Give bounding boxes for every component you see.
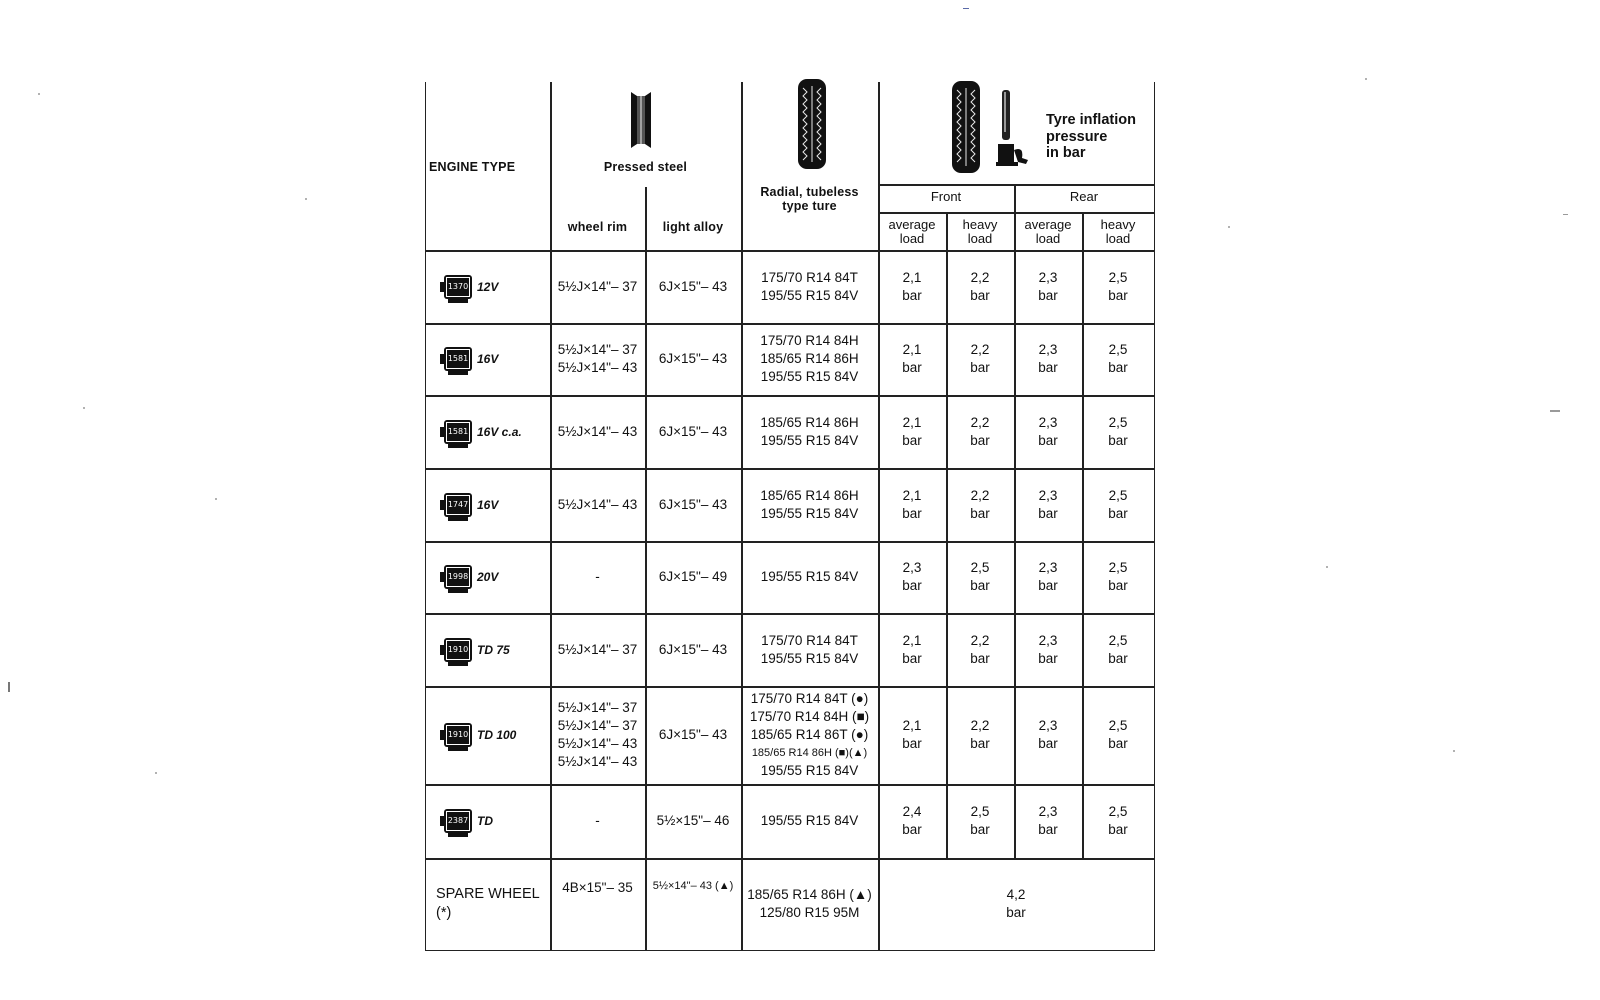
pressure-stack xyxy=(902,487,922,523)
tyre-size-list xyxy=(760,487,858,523)
wheel-rim-list xyxy=(558,496,637,514)
pressure-cell xyxy=(946,784,1014,858)
wheel-rim-cell xyxy=(550,395,645,468)
spare-wheel-rim: 4B×15"– 35 xyxy=(562,880,633,895)
tyre-size-list xyxy=(761,568,859,586)
pressure-stack xyxy=(1108,803,1128,839)
front-heavy-load-header xyxy=(946,218,1014,246)
pressure-unit: bar xyxy=(1108,650,1128,666)
wheel-rim-cell xyxy=(550,323,645,395)
pressure-value: 2,1 xyxy=(902,718,922,733)
wheel-rim-list xyxy=(558,341,637,377)
pressure-unit: bar xyxy=(1108,432,1128,448)
pressure-stack xyxy=(1108,414,1128,450)
pressure-value: 2,5 xyxy=(1108,804,1128,819)
pressure-value: 2,2 xyxy=(970,718,990,733)
heavy-label: heavy xyxy=(1100,217,1136,232)
wheel-rim-size: 5½J×14"– 37 xyxy=(557,342,638,357)
pressure-value: 2,5 xyxy=(1108,269,1128,285)
engine-icon xyxy=(444,638,472,662)
rear-heavy-load-header xyxy=(1082,218,1154,246)
spare-pressure-value: 4,2 xyxy=(1006,887,1026,902)
pressure-unit: bar xyxy=(1108,822,1128,837)
scan-speck xyxy=(1365,78,1367,80)
engine-code: 1581 xyxy=(446,422,470,442)
radial-header-line2: type ture xyxy=(782,199,837,213)
tyre-size: 185/65 R14 86H xyxy=(760,414,859,430)
pressure-unit: bar xyxy=(1038,822,1058,837)
pressure-unit: bar xyxy=(902,736,922,751)
pressure-cell xyxy=(946,613,1014,686)
tyre-size: 175/70 R14 84T (●) xyxy=(750,691,869,706)
front-average-load-header xyxy=(878,218,946,246)
inflation-header-line2: pressure xyxy=(1046,128,1108,145)
pressure-cell xyxy=(1014,613,1082,686)
pressure-cell xyxy=(1082,250,1154,323)
pressure-stack xyxy=(970,803,990,839)
spare-pressure xyxy=(878,858,1154,950)
tyre-size: 195/55 R15 84V xyxy=(760,369,859,384)
pressure-unit: bar xyxy=(1038,432,1058,448)
pressure-unit: bar xyxy=(970,822,990,837)
pressure-cell xyxy=(1082,395,1154,468)
pressure-unit: bar xyxy=(1038,505,1058,521)
pressure-stack xyxy=(902,414,922,450)
average-label: average xyxy=(888,217,936,232)
engine-label: 12V xyxy=(477,279,499,294)
tyre-size-list xyxy=(761,632,859,668)
wheel-rim-icon xyxy=(629,90,653,150)
scan-speck xyxy=(1563,214,1568,215)
radial-tyre-header xyxy=(741,185,878,213)
wheel-rim-cell xyxy=(550,613,645,686)
spare-wheel-title: SPARE WHEEL xyxy=(436,886,540,902)
pressure-unit: bar xyxy=(1038,650,1058,666)
inflation-header xyxy=(1046,112,1136,162)
pressure-unit: bar xyxy=(902,432,922,448)
engine-label: 16V xyxy=(477,352,499,366)
wheel-rim-cell xyxy=(550,686,645,784)
scan-speck xyxy=(963,8,969,9)
tyre-size: 175/70 R14 84T xyxy=(761,632,858,648)
pressure-stack xyxy=(902,341,922,377)
wheel-rim-list xyxy=(595,812,600,830)
pressure-unit: bar xyxy=(1108,360,1128,375)
pressure-unit: bar xyxy=(970,650,990,666)
pressure-value: 2,2 xyxy=(970,414,990,430)
spare-light-alloy: 5½×14"– 43 (▲) xyxy=(652,880,734,892)
pressure-unit: bar xyxy=(1038,360,1058,375)
pressure-stack xyxy=(1038,341,1058,377)
pressure-unit: bar xyxy=(902,650,922,666)
pressure-unit: bar xyxy=(970,578,990,593)
pressure-stack xyxy=(1108,341,1128,377)
pressure-unit: bar xyxy=(902,822,922,837)
pressed-steel-header: Pressed steel xyxy=(603,160,688,174)
spare-tyre-size: 125/80 R15 95M xyxy=(759,905,860,920)
tyre-size-list xyxy=(760,332,858,386)
wheel-rim-list xyxy=(558,423,637,441)
engine-code: 1910 xyxy=(446,640,470,660)
tyre-sizes-cell xyxy=(741,613,878,686)
pressure-stack xyxy=(1108,487,1128,523)
pressure-value: 2,3 xyxy=(1038,718,1058,733)
engine-type-cell xyxy=(426,613,550,686)
wheel-rim-size: 5½J×14"– 37 xyxy=(557,700,638,715)
pressure-unit: bar xyxy=(970,360,990,375)
pressure-stack xyxy=(902,632,922,668)
tyre-size: 195/55 R15 84V xyxy=(760,505,859,521)
pressure-value: 2,5 xyxy=(1108,632,1128,648)
pressure-stack xyxy=(970,341,990,377)
engine-type-cell xyxy=(426,395,550,468)
pressure-stack xyxy=(970,632,990,668)
pressure-cell xyxy=(878,686,946,784)
tyre-size: 175/70 R14 84H (■) xyxy=(749,709,870,724)
front-header: Front xyxy=(930,189,962,204)
pressure-cell xyxy=(1014,468,1082,541)
wheel-rim-cell xyxy=(550,541,645,613)
pressure-value: 2,3 xyxy=(1038,487,1058,503)
load-label: load xyxy=(967,231,993,246)
wheel-rim-list xyxy=(595,568,600,586)
engine-label: 16V xyxy=(477,497,499,512)
pressure-cell xyxy=(1014,250,1082,323)
tyre-size: 185/65 R14 86H xyxy=(760,487,859,503)
tyre-sizes-cell xyxy=(741,323,878,395)
pressure-cell xyxy=(878,395,946,468)
scan-speck xyxy=(38,93,40,95)
pressure-stack xyxy=(1038,717,1058,753)
pressure-cell xyxy=(1014,541,1082,613)
pressure-stack xyxy=(902,269,922,305)
pressure-stack xyxy=(1038,559,1058,595)
pressure-cell xyxy=(878,323,946,395)
spare-tyres xyxy=(741,858,878,950)
scan-speck xyxy=(305,198,307,200)
light-alloy-cell: 6J×15"– 43 xyxy=(658,423,728,439)
pressure-stack xyxy=(1038,414,1058,450)
pressure-unit: bar xyxy=(902,360,922,375)
load-label: load xyxy=(899,231,925,246)
pressure-value: 2,2 xyxy=(970,342,990,357)
pressure-unit: bar xyxy=(970,432,990,448)
load-label: load xyxy=(1105,231,1131,246)
pressure-value: 2,5 xyxy=(1108,414,1128,430)
pressure-unit: bar xyxy=(1108,287,1128,303)
pressure-cell xyxy=(878,541,946,613)
engine-code: 1581 xyxy=(446,349,470,369)
tyre-sizes-cell xyxy=(741,468,878,541)
engine-type-cell xyxy=(426,250,550,323)
pressure-value: 2,5 xyxy=(1108,342,1128,357)
wheel-rim-size: 5½J×14"– 43 xyxy=(557,754,638,769)
pressure-stack xyxy=(902,559,922,595)
pressure-unit: bar xyxy=(902,578,922,593)
scan-speck xyxy=(1326,566,1328,568)
pressure-cell xyxy=(1082,686,1154,784)
wheel-rim-size: 5½J×14"– 37 xyxy=(557,278,638,294)
tyre-size: 175/70 R14 84H xyxy=(760,333,859,348)
engine-icon xyxy=(444,809,472,833)
pressure-unit: bar xyxy=(970,287,990,303)
pressure-value: 2,3 xyxy=(1038,414,1058,430)
wheel-rim-size: 5½J×14"– 43 xyxy=(557,360,638,375)
pressure-cell xyxy=(1014,784,1082,858)
scan-speck xyxy=(83,407,85,409)
tyre-sizes-cell xyxy=(741,784,878,858)
tyre-sizes-cell xyxy=(741,395,878,468)
pressure-cell xyxy=(1082,784,1154,858)
light-alloy-cell: 6J×15"– 43 xyxy=(658,496,728,512)
tyre-icon xyxy=(951,80,981,174)
pressure-unit: bar xyxy=(1038,736,1058,751)
engine-label: TD 100 xyxy=(477,728,517,742)
wheel-rim-size: - xyxy=(595,569,600,584)
scan-speck xyxy=(8,682,10,692)
pressure-unit: bar xyxy=(1038,287,1058,303)
rear-average-load-header xyxy=(1014,218,1082,246)
engine-type-cell xyxy=(426,784,550,858)
tyre-size-list xyxy=(750,690,869,780)
pressure-value: 2,5 xyxy=(1108,560,1128,575)
tyre-sizes-cell xyxy=(741,541,878,613)
tyre-tread-icon xyxy=(797,78,827,170)
engine-icon xyxy=(444,275,472,299)
wheel-rim-size: 5½J×14"– 37 xyxy=(557,718,638,733)
pressure-cell xyxy=(946,541,1014,613)
pressure-cell xyxy=(946,323,1014,395)
wheel-rim-cell xyxy=(550,784,645,858)
inflation-header-line3: in bar xyxy=(1046,145,1086,161)
pressure-cell xyxy=(1014,686,1082,784)
engine-type-cell xyxy=(426,468,550,541)
engine-code: 1998 xyxy=(446,567,470,587)
pressure-cell xyxy=(946,395,1014,468)
pressure-stack xyxy=(1038,803,1058,839)
pressure-cell xyxy=(878,613,946,686)
engine-icon xyxy=(444,723,472,747)
engine-icon xyxy=(444,493,472,517)
wheel-rim-size: 5½J×14"– 43 xyxy=(557,736,638,751)
spare-tyre-size: 185/65 R14 86H (▲) xyxy=(747,887,872,902)
wheel-rim-cell xyxy=(550,468,645,541)
pressure-cell xyxy=(1082,541,1154,613)
pressure-cell xyxy=(1014,323,1082,395)
wheel-rim-cell xyxy=(550,250,645,323)
pressure-cell xyxy=(878,250,946,323)
pressure-unit: bar xyxy=(970,736,990,751)
pressure-stack xyxy=(1108,269,1128,305)
tyre-size: 195/55 R15 84V xyxy=(760,650,859,666)
light-alloy-cell: 5½×15"– 46 xyxy=(656,813,730,828)
spare-wheel-note: (*) xyxy=(436,905,452,921)
pressure-value: 2,2 xyxy=(970,632,990,648)
tyre-size-list xyxy=(761,812,859,830)
wheel-rim-size: 5½J×14"– 43 xyxy=(557,496,638,512)
wheel-rim-size: 5½J×14"– 37 xyxy=(557,641,638,657)
pressure-unit: bar xyxy=(1038,578,1058,593)
spare-pressure-unit: bar xyxy=(1006,905,1026,920)
pressure-cell xyxy=(1014,395,1082,468)
tyre-size: 185/65 R14 86H xyxy=(760,351,859,366)
pressure-stack xyxy=(902,803,922,839)
engine-type-cell xyxy=(426,323,550,395)
scan-speck xyxy=(155,772,157,774)
engine-icon xyxy=(444,565,472,589)
heavy-label: heavy xyxy=(962,217,998,232)
pressure-cell xyxy=(1082,468,1154,541)
row-divider xyxy=(878,184,1154,186)
light-alloy-cell: 6J×15"– 43 xyxy=(658,727,728,742)
pressure-stack xyxy=(1108,717,1128,753)
engine-code: 1910 xyxy=(446,725,470,745)
engine-type-cell xyxy=(426,686,550,784)
scan-speck xyxy=(1550,410,1560,412)
pressure-stack xyxy=(970,487,990,523)
pressure-cell xyxy=(878,468,946,541)
pressure-stack xyxy=(1038,269,1058,305)
pressure-value: 2,3 xyxy=(1038,342,1058,357)
engine-type-header: ENGINE TYPE xyxy=(429,160,516,174)
scan-speck xyxy=(215,498,217,500)
pressure-gauge-icon xyxy=(994,88,1034,168)
pressure-cell xyxy=(946,686,1014,784)
wheel-rim-list xyxy=(558,278,637,296)
pressure-value: 2,3 xyxy=(902,560,922,575)
light-alloy-cell: 6J×15"– 49 xyxy=(658,569,728,584)
pressure-value: 2,5 xyxy=(1108,487,1128,503)
pressure-cell xyxy=(946,468,1014,541)
tyre-size-list xyxy=(761,269,859,305)
pressure-unit: bar xyxy=(902,287,922,303)
tyre-size: 185/65 R14 86H (■)(▲) xyxy=(751,747,868,759)
tyre-size: 175/70 R14 84T xyxy=(761,269,858,285)
tyre-size-list xyxy=(760,414,858,450)
pressure-value: 2,1 xyxy=(902,487,922,503)
pressure-cell xyxy=(1082,613,1154,686)
pressure-stack xyxy=(970,269,990,305)
engine-code: 1370 xyxy=(446,277,470,297)
average-label: average xyxy=(1024,217,1072,232)
tyre-sizes-cell xyxy=(741,686,878,784)
pressure-stack xyxy=(970,559,990,595)
wheel-rim-list xyxy=(558,699,637,771)
pressure-unit: bar xyxy=(970,505,990,521)
pressure-unit: bar xyxy=(1108,578,1128,593)
spare-wheel-label xyxy=(436,858,550,950)
scan-speck xyxy=(1228,226,1230,228)
engine-type-cell xyxy=(426,541,550,613)
pressure-stack xyxy=(902,717,922,753)
pressure-cell xyxy=(878,784,946,858)
tyre-size: 195/55 R15 84V xyxy=(760,763,859,778)
pressure-value: 2,1 xyxy=(902,632,922,648)
engine-label: TD xyxy=(477,814,493,828)
tyre-table xyxy=(425,82,1155,951)
pressure-value: 2,1 xyxy=(902,414,922,430)
pressure-value: 2,5 xyxy=(970,804,990,819)
engine-icon xyxy=(444,347,472,371)
pressure-value: 2,3 xyxy=(1038,632,1058,648)
engine-code: 2387 xyxy=(446,811,470,831)
pressure-unit: bar xyxy=(902,505,922,521)
pressure-stack xyxy=(1108,559,1128,595)
light-alloy-header: light alloy xyxy=(662,220,724,234)
pressure-stack xyxy=(1038,487,1058,523)
wheel-rim-list xyxy=(558,641,637,659)
pressure-stack xyxy=(970,414,990,450)
row-divider xyxy=(878,212,1154,214)
pressure-value: 2,4 xyxy=(902,804,922,819)
pressure-stack xyxy=(970,717,990,753)
radial-header-line1: Radial, tubeless xyxy=(760,185,859,199)
tyre-size: 195/55 R15 84V xyxy=(760,432,859,448)
light-alloy-cell: 6J×15"– 43 xyxy=(658,278,728,294)
pressure-value: 2,1 xyxy=(902,342,922,357)
engine-label: TD 75 xyxy=(477,642,510,657)
pressure-value: 2,5 xyxy=(1108,718,1128,733)
tyre-size: 185/65 R14 86T (●) xyxy=(750,727,869,742)
pressure-cell xyxy=(1082,323,1154,395)
wheel-rim-size: - xyxy=(595,813,600,828)
load-label: load xyxy=(1035,231,1061,246)
pressure-stack xyxy=(1108,632,1128,668)
pressure-value: 2,3 xyxy=(1038,269,1058,285)
engine-icon xyxy=(444,420,472,444)
pressure-unit: bar xyxy=(1108,505,1128,521)
pressure-value: 2,3 xyxy=(1038,560,1058,575)
tyre-size: 195/55 R15 84V xyxy=(760,287,859,303)
pressure-value: 2,2 xyxy=(970,487,990,503)
tyre-size: 195/55 R15 84V xyxy=(760,813,859,828)
pressure-cell xyxy=(946,250,1014,323)
scan-speck xyxy=(1453,750,1455,752)
pressure-value: 2,1 xyxy=(902,269,922,285)
pressure-value: 2,5 xyxy=(970,560,990,575)
engine-label: 20V xyxy=(477,570,499,584)
tyre-size: 195/55 R15 84V xyxy=(760,569,859,584)
pressure-stack xyxy=(1038,632,1058,668)
pressure-value: 2,2 xyxy=(970,269,990,285)
wheel-rim-size: 5½J×14"– 43 xyxy=(557,423,638,439)
pressure-value: 2,3 xyxy=(1038,804,1058,819)
engine-code: 1747 xyxy=(446,495,470,515)
light-alloy-cell: 6J×15"– 43 xyxy=(658,351,728,366)
light-alloy-cell: 6J×15"– 43 xyxy=(658,641,728,657)
wheel-rim-header: wheel rim xyxy=(567,220,628,234)
inflation-header-line1: Tyre inflation xyxy=(1046,112,1136,128)
tyre-sizes-cell xyxy=(741,250,878,323)
engine-label: 16V c.a. xyxy=(477,424,522,439)
pressure-unit: bar xyxy=(1108,736,1128,751)
rear-header: Rear xyxy=(1069,189,1099,204)
